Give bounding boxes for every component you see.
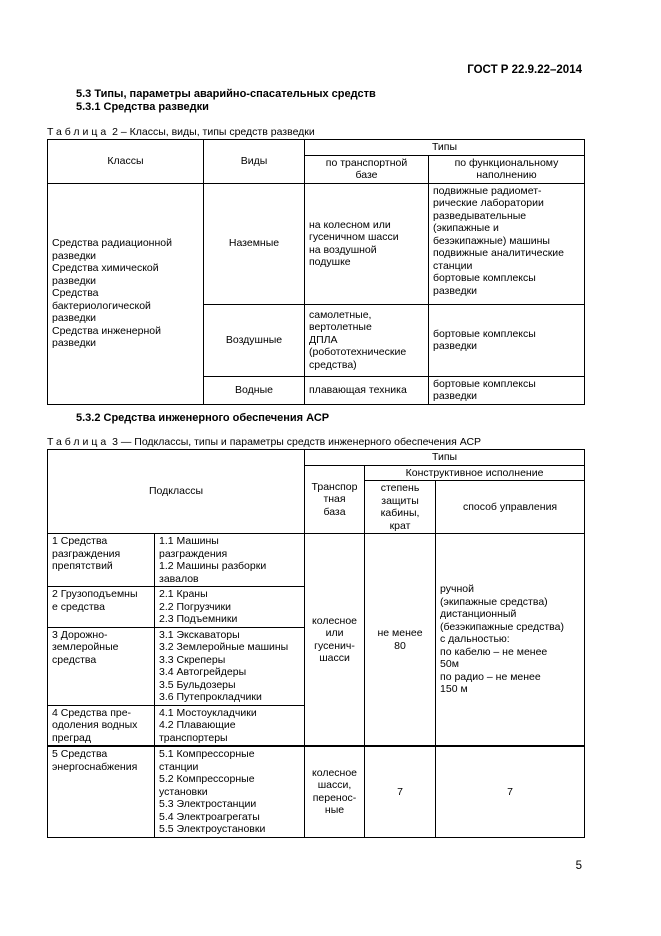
t2-header-by-transport: по транспортной базе (305, 155, 429, 183)
t3-group-4-items: 4.1 Мостоукладчики 4.2 Плавающие транспортеры (155, 705, 305, 746)
t3-group-5-name: 5 Средства энергоснабжения (48, 746, 155, 837)
t2-transport-ground: на колесном или гусеничном шасси на воздушной подушке (305, 183, 429, 304)
t3-group-1-name: 1 Средства разграждения препятствий (48, 534, 155, 587)
t2-function-air: бортовые комплексы разведки (429, 304, 585, 376)
page-number: 5 (575, 860, 582, 872)
t2-transport-air: самолетные, вертолетные ДПЛА (робототехнические средства) (305, 304, 429, 376)
t2-header-classes: Классы (48, 140, 204, 184)
t3-block-1-control: ручной (экипажные средства) дистанционный (безэкипажные средства) с дальностью: по кабелю – не менее 50м по радио – не менее 150 м (436, 534, 585, 747)
table-3-caption (47, 436, 481, 448)
t2-kind-ground: Наземные (204, 183, 305, 304)
t3-group-3-name: 3 Дорожно- землеройные средства (48, 627, 155, 705)
t2-header-kinds: Виды (204, 140, 305, 184)
t2-kind-water: Водные (204, 376, 305, 404)
table-3-caption-lead: Таблица (47, 436, 110, 448)
section-5-3-2-title: 5.3.2 Средства инженерного обеспечения АСР (76, 412, 330, 424)
t3-block-2-protection: 7 (365, 746, 436, 837)
t3-header-design: Конструктивное исполнение (365, 465, 585, 481)
t3-header-control: способ управления (436, 481, 585, 534)
t2-transport-water: плавающая техника (305, 376, 429, 404)
t3-block-2-control: 7 (436, 746, 585, 837)
table-2-caption-lead: Таблица (47, 126, 110, 138)
section-5-3-1-title: 5.3.1 Средства разведки (76, 101, 209, 113)
document-code: ГОСТ Р 22.9.22–2014 (467, 64, 582, 76)
t3-block-2-transport: колесное шасси, перенос- ные (305, 746, 365, 837)
t3-group-4-name: 4 Средства пре- одоления водных преград (48, 705, 155, 746)
t3-group-5-items: 5.1 Компрессорные станции 5.2 Компрессорные установки 5.3 Электростанции 5.4 Электроагрегаты 5.5 Электроустановки (155, 746, 305, 837)
table-3 (47, 449, 585, 838)
t3-header-protection: степень защиты кабины, крат (365, 481, 436, 534)
t2-function-ground: подвижные радиомет- рические лаборатории разведывательные (экипажные и безэкипажные) машины подвижные аналитические станции бортовые комплексы разведки (429, 183, 585, 304)
t2-kind-air: Воздушные (204, 304, 305, 376)
t3-group-2-name: 2 Грузоподъемны е средства (48, 587, 155, 628)
t2-header-types: Типы (305, 140, 585, 156)
t3-block-1-protection: не менее 80 (365, 534, 436, 747)
t3-header-subclasses: Подклассы (48, 450, 305, 534)
t3-group-2-items: 2.1 Краны 2.2 Погрузчики 2.3 Подъемники (155, 587, 305, 628)
t2-function-water: бортовые комплексы разведки (429, 376, 585, 404)
t3-group-1-items: 1.1 Машины разграждения 1.2 Машины разборки завалов (155, 534, 305, 587)
t3-group-3-items: 3.1 Экскаваторы 3.2 Землеройные машины 3.3 Скреперы 3.4 Автогрейдеры 3.5 Бульдозеры 3.6 Путепрокладчики (155, 627, 305, 705)
t3-header-types: Типы (305, 450, 585, 466)
table-2 (47, 139, 585, 405)
table-3-caption-text: 3 — Подклассы, типы и параметры средств инженерного обеспечения АСР (112, 436, 482, 448)
section-5-3-title: 5.3 Типы, параметры аварийно-спасательных средств (76, 88, 376, 100)
t3-header-transport-base: Транспор тная база (305, 465, 365, 534)
table-2-caption (47, 126, 315, 138)
t2-classes-cell: Средства радиационной разведки Средства химической разведки Средства бактериологической разведки Средства инженерной разведки (48, 183, 204, 404)
table-2-caption-text: 2 – Классы, виды, типы средств разведки (112, 126, 315, 138)
t2-header-by-function: по функциональному наполнению (429, 155, 585, 183)
t3-block-1-transport: колесное или гусенич- шасси (305, 534, 365, 747)
